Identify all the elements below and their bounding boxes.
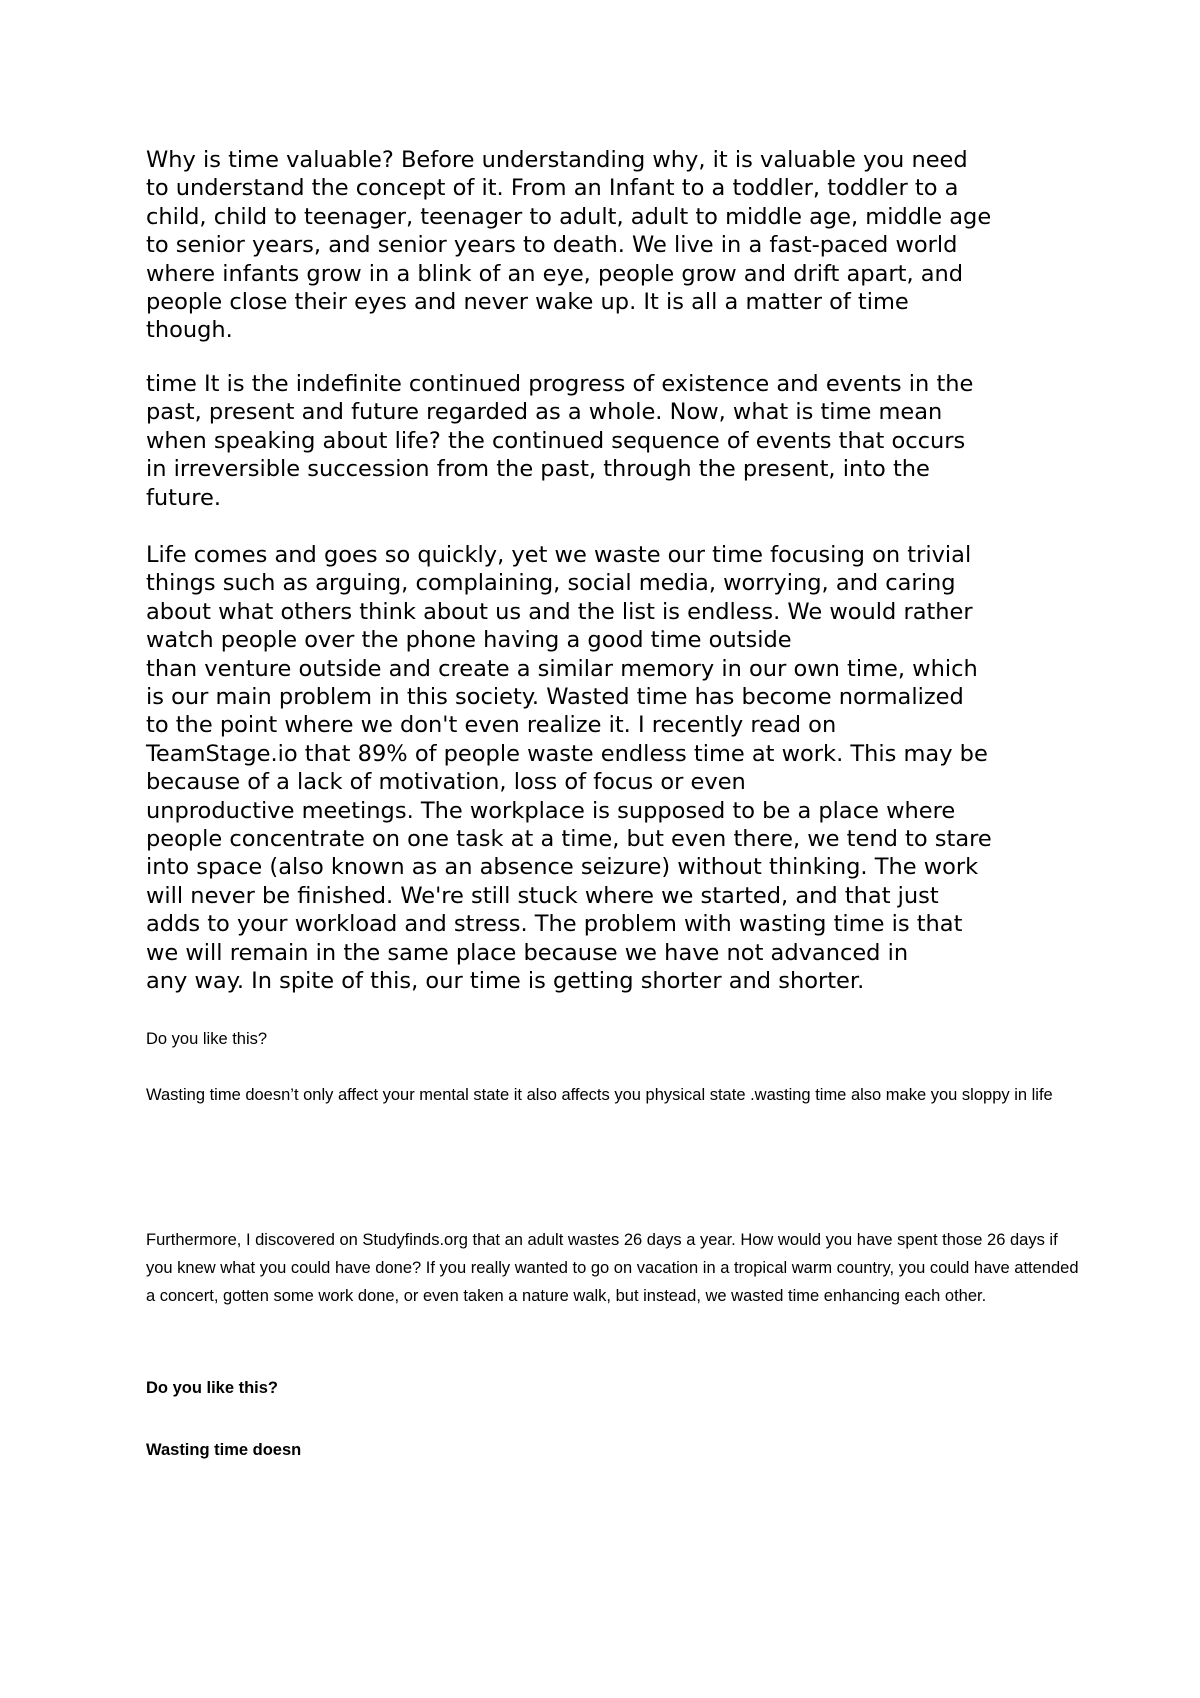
paragraph-furthermore: Furthermore, I discovered on Studyfinds.org that an adult wastes 26 days a year. How would you have spent those 26 days if you knew what you could have done? If you really wanted to go on vacation in a tropical warm country, you could have attended a concert, gotten some work done, or even taken a nature walk, but instead, we wasted time enhancing each other. — [146, 1231, 1079, 1305]
paragraph-wasting-time-effects: Wasting time doesn’t only affect your mental state it also affects you physical state .wasting time also make you sloppy in life — [146, 1086, 1053, 1104]
do-you-like-this-bold-prompt: Do you like this? — [146, 1379, 279, 1397]
paragraph-why-time-valuable: Why is time valuable? Before understanding why, it is valuable you need to understand the concept of it. From an Infant to a toddler, toddler to a child, child to teenager, teenager to adult, adult to middle age, middle age to senior years, and senior years to death. We live in a fast-paced world where infants grow in a blink of an eye, people grow and drift apart, and people close their eyes and never wake up. It is all a matter of time though. — [146, 147, 992, 344]
paragraph-life-comes-and-goes: Life comes and goes so quickly, yet we waste our time focusing on trivial things such as arguing, complaining, social media, worrying, and caring about what others think about us and the list is endless. We would rather watch people over the phone having a good time outside than venture outside and create a similar memory in our own time, which is our main problem in this society. Wasted time has become normalized to the point where we don't even realize it. I recently read on TeamStage.io that 89% of people waste endless time at work. This may be because of a lack of motivation, loss of focus or even unproductive meetings. The workplace is supposed to be a place where people concentrate on one task at a time, but even there, we tend to stare into space (also known as an absence seizure) without thinking. The work will never be finished. We're still stuck where we started, and that just adds to your workload and stress. The problem with wasting time is that we will remain in the same place because we have not advanced in any way. In spite of this, our time is getting shorter and shorter. — [146, 542, 992, 995]
do-you-like-this-prompt: Do you like this? — [146, 1030, 268, 1048]
wasting-time-heading-fragment: Wasting time doesn — [146, 1441, 302, 1459]
paragraph-time-definition: time It is the indefinite continued progress of existence and events in the past, present and future regarded as a whole. Now, what is time mean when speaking about life? the continued sequence of events that occurs in irreversible succession from the past, through the present, into the future. — [146, 371, 974, 511]
